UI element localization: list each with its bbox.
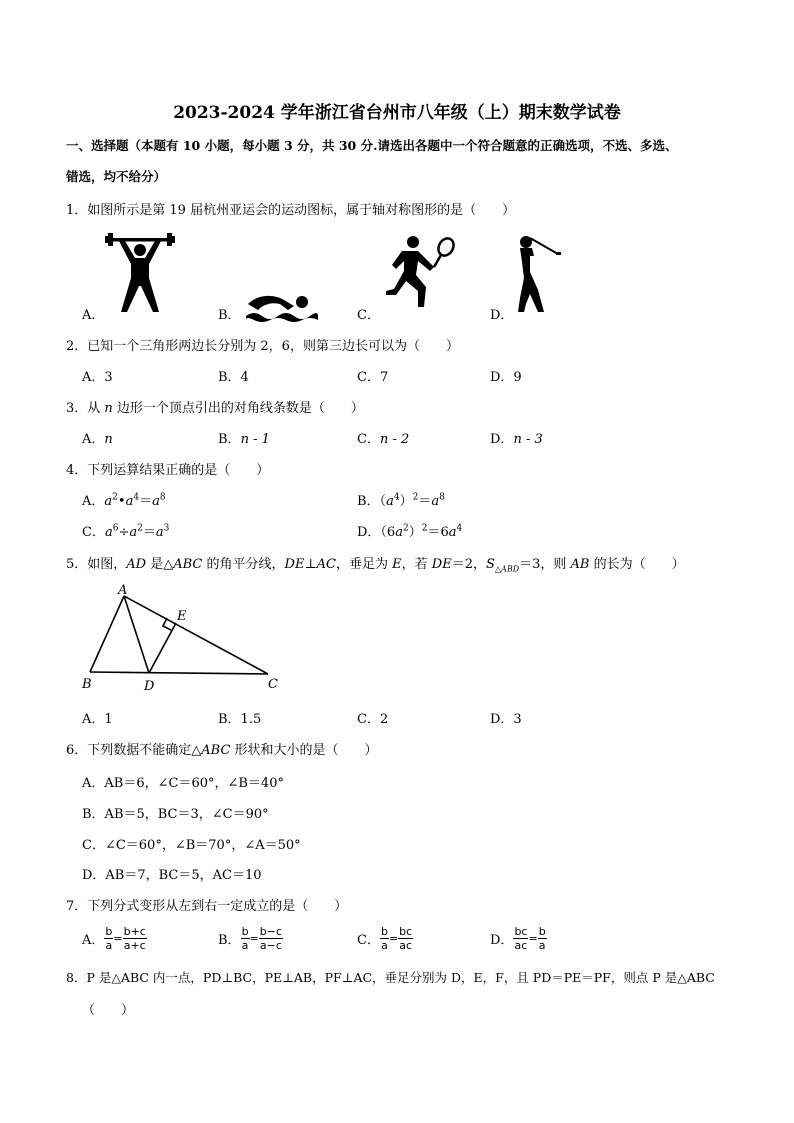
swimming-icon [244,292,318,326]
q4-stem: 4．下列运算结果正确的是（ ） [66,463,270,478]
q5-option-d: D．3 [490,712,522,727]
q3-stem: 3．从 n 边形一个顶点引出的对角线条数是（ ） [66,401,364,416]
q7-option-d: D． $\frac{bc}{ac}$ = $\frac{b}{a}$ [490,925,546,952]
label-e: E [177,609,187,624]
q5-option-b: B．1.5 [218,712,262,727]
q3-option-a: A．n [82,432,113,447]
q8-answer-blank: （ ） [82,1003,135,1018]
q4-option-b: B．$(a^4)^2=a^8$ [357,492,445,509]
q2-option-d: D．9 [490,370,522,385]
q3-option-d: D．n - 3 [490,432,543,447]
q7-option-a: A． $\frac{b}{a}$ = $\frac{b+c}{a+c}$ [82,925,146,952]
label-b: B [82,677,92,692]
q1-stem: 1．如图所示是第 19 届杭州亚运会的运动图标，属于轴对称图形的是（ ） [66,203,516,218]
q7-option-b: B． $\frac{b}{a}$ = $\frac{b-c}{a-c}$ [218,925,283,952]
q1-option-d: D． [490,308,514,323]
q1-option-b: B． [218,308,241,323]
badminton-icon [382,235,462,315]
label-d: D [144,679,155,694]
q5-stem: 5．如图，AD 是△ABC 的角平分线，DE⊥AC，垂足为 E，若 DE＝2，$S_{\triangle ABD}=3$，则 AB 的长为（ ） [66,557,685,574]
q2-option-b: B．4 [218,370,249,385]
page-title: 2023-2024 学年浙江省台州市八年级（上）期末数学试卷 [173,103,621,123]
q6-stem: 6．下列数据不能确定△ABC 形状和大小的是（ ） [66,743,378,758]
section-heading: 一、选择题（本题有 10 小题，每小题 3 分，共 30 分.请选出各题中一个符合题意的正确选项，不选、多选、 [66,138,678,153]
golf-icon [512,232,564,314]
q6-option-b: B．AB＝5，BC＝3，∠C＝90° [82,807,269,822]
q2-stem: 2．已知一个三角形两边长分别为 2，6，则第三边长可以为（ ） [66,339,459,354]
q5-triangle-figure [80,584,280,694]
q3-option-b: B．n - 1 [218,432,270,447]
q5-option-c: C．2 [357,712,389,727]
q1-option-a: A． [82,308,105,323]
q3-option-c: C．n - 2 [357,432,410,447]
q6-option-a: A．AB＝6，∠C＝60°，∠B＝40° [82,776,284,791]
q1-option-c: C． [357,308,380,323]
label-a: A [118,584,128,598]
q6-option-c: C．∠C＝60°，∠B＝70°，∠A＝50° [82,838,301,853]
q2-option-c: C．7 [357,370,389,385]
label-c: C [268,677,278,692]
q6-option-d: D．AB＝7，BC＝5，AC＝10 [82,868,262,883]
q2-option-a: A．3 [82,370,113,385]
q8-stem: 8．P 是△ABC 内一点，PD⊥BC，PE⊥AB，PF⊥AC，垂足分别为 D，E，F，且 PD＝PE＝PF，则点 P 是△ABC [66,970,715,985]
q7-stem: 7．下列分式变形从左到右一定成立的是（ ） [66,899,348,914]
q7-option-c: C． $\frac{b}{a}$ = $\frac{bc}{ac}$ [357,925,413,952]
q4-option-d: D．$(6a^2)^2=6a^4$ [357,523,463,540]
section-heading-cont: 错选，均不给分） [66,169,167,184]
q4-option-a: A．$a^2•a^4=a^8$ [82,492,166,509]
weightlifting-icon [105,230,175,318]
q4-option-c: C．$a^6\div a^2=a^3$ [82,523,170,540]
q5-option-a: A．1 [82,712,113,727]
